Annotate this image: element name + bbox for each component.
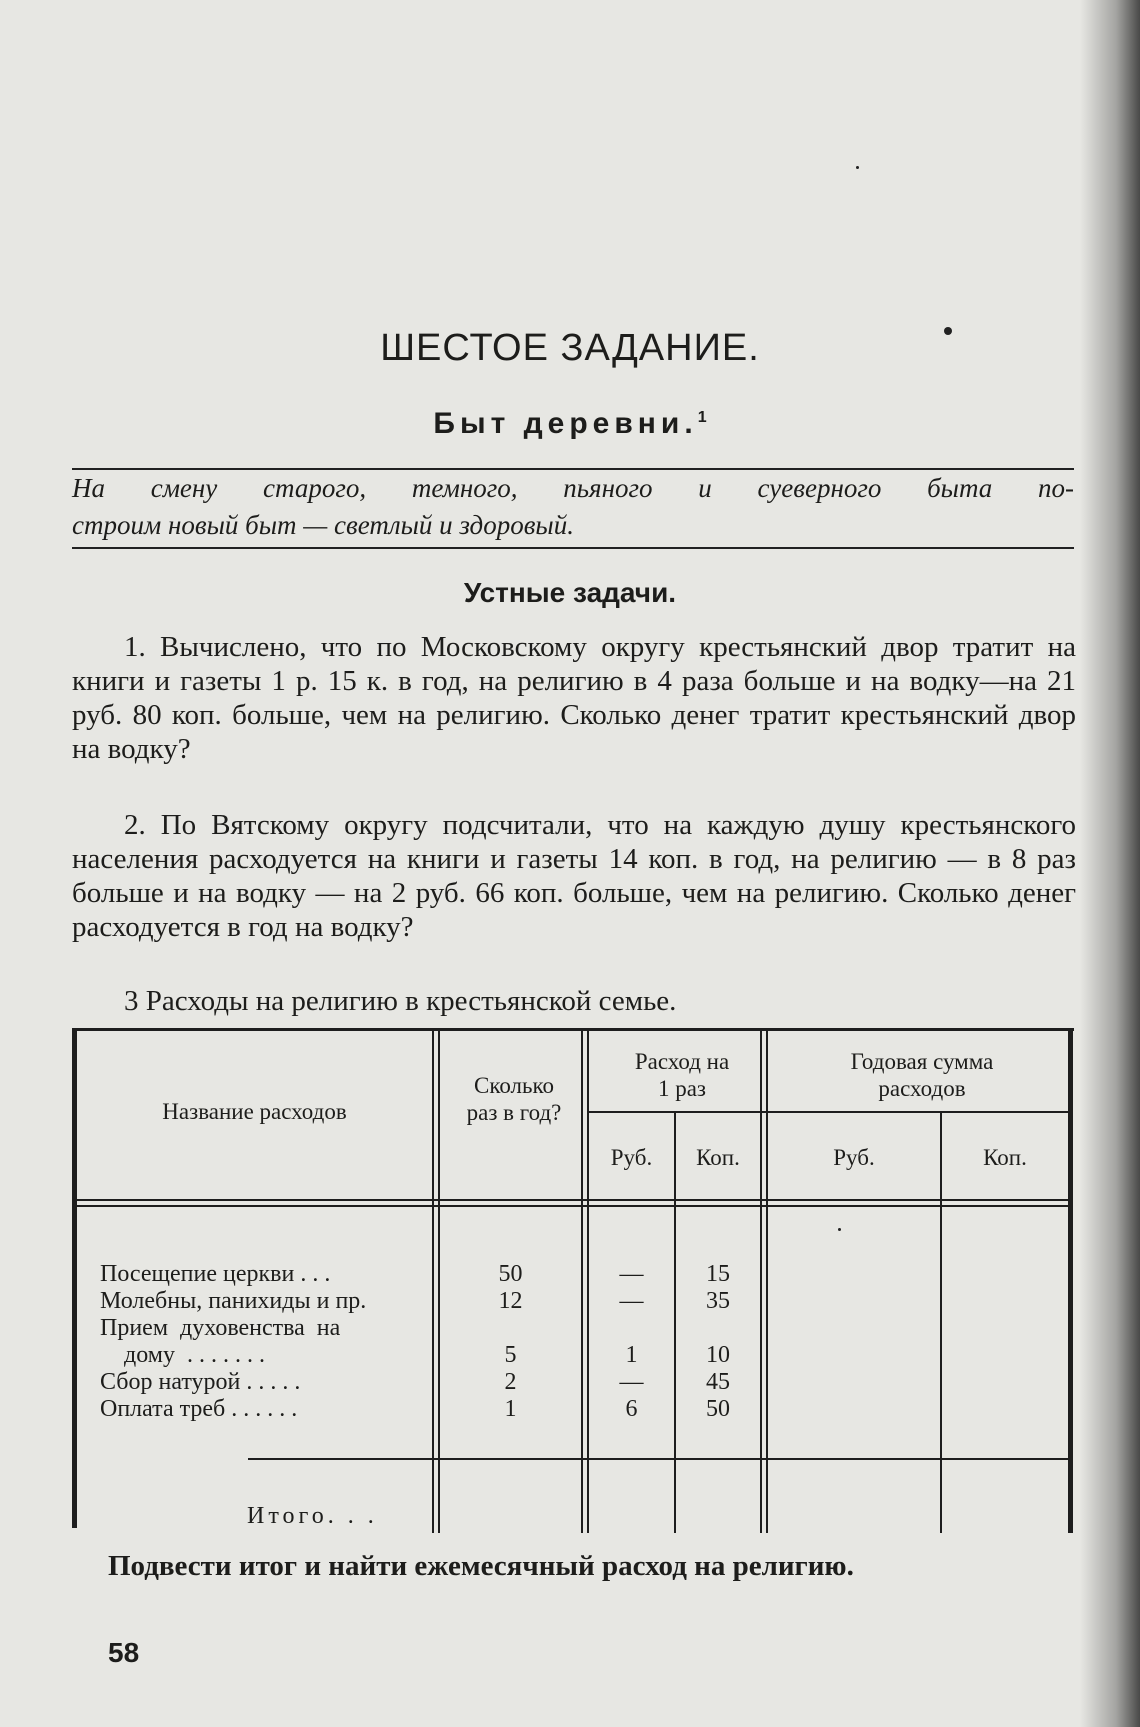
chapter-title: ШЕСТОЕ ЗАДАНИЕ. — [380, 327, 760, 369]
problem-1: 1. Вычислено, что по Московскому округу крестьянский двор тратит на книги и газеты 1 р. 15 к. в год, на религию в 4 раза больше и на водку—на 21 руб. 80 коп. больше, чем на религию. Сколько денег тратит крестьянский двор на водку? — [72, 631, 1076, 765]
row-rub: 1 — [625, 1342, 638, 1368]
row-name: Оплата треб . . . . . . — [100, 1396, 298, 1422]
motto-bottom-rule — [72, 547, 1074, 549]
header-cost-once: Расход на 1 раз — [634, 1049, 730, 1101]
row-rub: — — [619, 1261, 644, 1287]
section-title — [0, 407, 1140, 441]
row-times: 1 — [504, 1396, 517, 1422]
page-number: 58 — [108, 1637, 140, 1668]
header-bottom-rule — [72, 1199, 1073, 1201]
header-annual-rub: Руб. — [833, 1145, 875, 1170]
motto-line-2: строим новый быт — светлый и здоровый. — [72, 510, 574, 540]
task-instruction: Подвести итог и найти ежемесячный расход на религию. — [108, 1550, 854, 1582]
subheader-rule — [587, 1111, 1073, 1113]
row-kop: 50 — [706, 1396, 730, 1422]
problem-3-caption: 3 Расходы на религию в крестьянской семье. — [124, 985, 677, 1017]
row-name: Молебны, панихиды и пр. — [100, 1288, 367, 1314]
row-kop: 15 — [706, 1261, 730, 1287]
col-divider — [940, 1111, 942, 1533]
row-name: Посещепие церкви . . . — [100, 1261, 331, 1287]
header-name: Название расходов — [162, 1099, 347, 1124]
row-times: 12 — [498, 1288, 523, 1314]
total-label: Итого. . . — [247, 1503, 378, 1529]
row-rub: 6 — [625, 1396, 638, 1422]
section-title-text: Быт деревни. — [433, 407, 698, 440]
row-times: 50 — [498, 1261, 523, 1287]
row-rub: — — [619, 1288, 644, 1314]
motto — [72, 470, 1074, 544]
row-name: дому . . . . . . . — [100, 1342, 265, 1368]
table-top-rule — [72, 1028, 1074, 1031]
problem-2: 2. По Вятскому округу подсчитали, что на каждую душу крестьянского населения расходуется на книги и газеты 14 коп. в год, на религию — в 8 раз больше и на водку — на 2 руб. 66 коп. больше, чем на религию. Сколько денег расходуется в год на водку? — [72, 809, 1076, 943]
row-kop: 35 — [706, 1288, 730, 1314]
row-times: 5 — [504, 1342, 517, 1368]
row-kop: 10 — [706, 1342, 730, 1368]
col-divider — [674, 1111, 676, 1533]
row-rub: — — [619, 1369, 644, 1395]
page-edge-shadow — [1080, 0, 1140, 1727]
header-cost-kop: Коп. — [696, 1145, 740, 1170]
row-kop: 45 — [706, 1369, 730, 1395]
row-name: Прием духовенства на — [100, 1315, 341, 1341]
header-bottom-rule — [72, 1205, 1073, 1207]
total-rule — [248, 1458, 1073, 1460]
row-name: Сбор натурой . . . . . — [100, 1369, 301, 1395]
row-times: 2 — [504, 1369, 517, 1395]
print-speck — [856, 166, 859, 169]
subsection-title: Устные задачи. — [463, 577, 677, 608]
header-annual-kop: Коп. — [983, 1145, 1027, 1170]
footnote-mark: 1 — [697, 409, 707, 426]
expenses-table — [72, 1028, 1074, 1533]
header-cost-rub: Руб. — [610, 1145, 653, 1170]
header-annual-sum: Годовая сумма расходов — [850, 1049, 994, 1101]
header-times-per-year: Сколько раз в год? — [466, 1073, 562, 1125]
motto-line-1: На смену старого, темного, пьяного и суеверного быта по- — [72, 473, 1074, 503]
